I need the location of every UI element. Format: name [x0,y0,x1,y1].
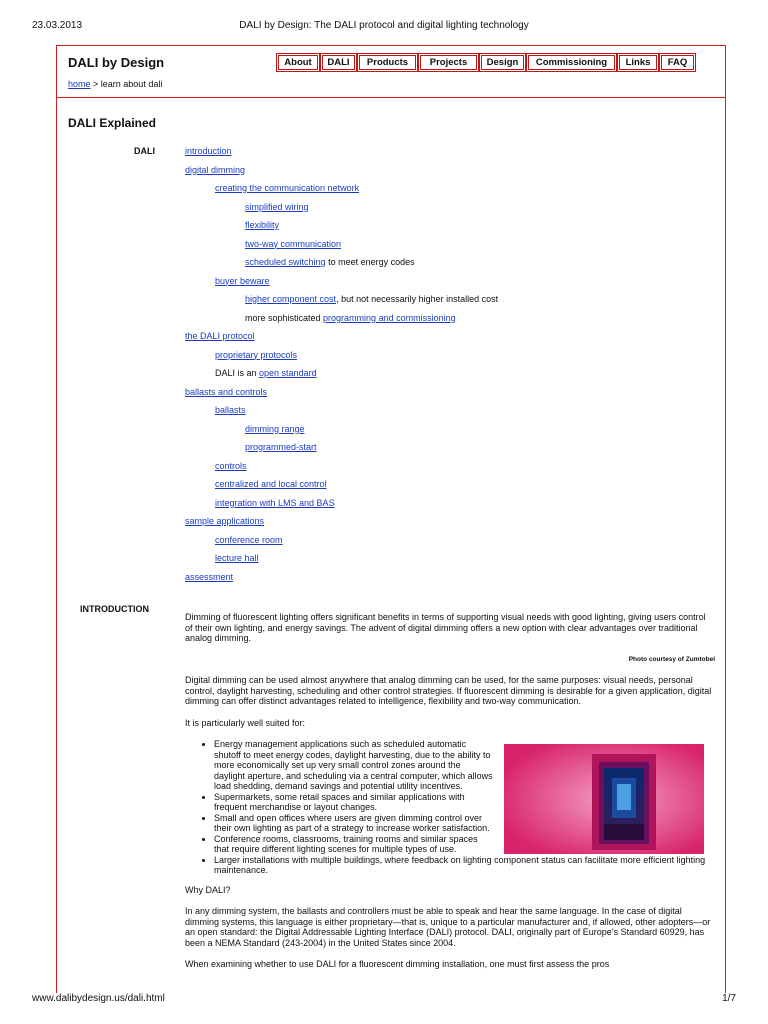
toc-link[interactable]: assessment [185,571,234,582]
toc-label: DALI [134,146,155,156]
toc-item [245,442,317,452]
toc-item [185,387,267,397]
toc-link[interactable]: integration with LMS and BAS [215,497,335,508]
toc-item [185,165,245,175]
toc-item [185,516,264,526]
toc-link[interactable]: flexibility [245,220,280,230]
list-item: • Larger installations with multiple buildings, where feedback on lighting component status can facilitate more efficient lighting maintenance. [214,855,715,876]
brand-dali: DALI [68,55,99,70]
toc-text: more sophisticated [245,312,324,323]
breadcrumb [68,79,162,89]
toc-link[interactable]: two-way communication [245,238,342,249]
toc-item [215,350,297,360]
toc-link[interactable]: introduction [185,146,232,156]
nav-commissioning[interactable]: Commissioning [528,55,615,70]
list-item: • Energy management applications such as scheduled automatic shutoff to meet energy codes, daylight harvesting, due to the ability to more economically set up very small control zones around the daylight aperture, and scheduling via a central computer, which allows load shedding, demand savings and potential utility incentives. [214,739,494,792]
corridor-photo [504,744,704,854]
toc-item [245,424,305,434]
toc-link[interactable]: higher component cost [245,294,337,304]
breadcrumb-current: learn about dali [100,79,163,89]
list-item: • Supermarkets, some retail spaces and similar applications with frequent merchandise or layout changes. [214,792,494,813]
toc-link[interactable]: ballasts [215,405,246,415]
list-item: • Conference rooms, classrooms, training rooms and similar spaces that require different lighting scenes for multiple types of use. [214,834,494,855]
toc-link[interactable]: lecture hall [215,553,259,563]
toc-item [215,368,317,378]
toc-item [245,202,309,212]
toc-item [185,572,233,582]
breadcrumb-separator: > [90,79,101,89]
nav-projects[interactable]: Projects [420,55,477,70]
toc-item [215,276,270,286]
toc-item [215,405,246,415]
intro-subheading: Why DALI? [185,884,231,895]
intro-paragraph: Digital dimming can be used almost anywhere that analog dimming can be used, for the same purposes: visual needs, personal control, daylight harvesting, scheduling and other control strategies. If fluorescent dimming is desirable for a given application, digital dimming can offer distinct advantages related to intelligence, flexibility and two-way communication. [185,675,712,706]
toc-link[interactable]: buyer beware [215,275,270,286]
toc-item [215,183,359,193]
toc-item [245,294,498,304]
corridor-photo-graphic [504,744,704,854]
toc-item [215,479,327,489]
intro-paragraph: In any dimming system, the ballasts and controllers must be able to speak and hear the same language. In the case of digital dimming systems, this language is either proprietary—that is, unique to a particular manufacturer and, if allowed, other adopters—or an open standard: the Digital Addressable Lighting Interface (DALI) protocol. DALI, originally part of Europe’s Standard 60929, has been a NEMA Standard (243-2004) in the United States since 2004. [185,906,711,948]
toc-link[interactable]: dimming range [245,423,305,434]
toc-item [215,553,259,563]
toc-link[interactable]: open standard [259,368,317,378]
nav-faq[interactable]: FAQ [661,55,694,70]
page-title: DALI Explained [68,116,157,130]
site-logo[interactable] [68,55,164,70]
print-footer [0,993,768,1009]
toc-item [215,461,247,471]
nav-products[interactable]: Products [359,55,416,70]
toc-link[interactable]: proprietary protocols [215,349,298,360]
photo-credit: Photo courtesy of Zumtobel [628,655,715,663]
toc-text: to meet energy codes [325,257,415,267]
breadcrumb-home[interactable]: home [68,79,91,89]
toc-link[interactable]: simplified wiring [245,201,309,212]
brand-by-design: by Design [98,55,165,70]
toc-link[interactable]: the DALI protocol [185,331,255,341]
toc-link[interactable]: programming and commissioning [323,312,456,323]
print-url: www.dalibydesign.us/dali.html [32,993,165,1004]
print-title: DALI by Design: The DALI protocol and digital lighting technology [239,20,529,31]
nav-links[interactable]: Links [619,55,657,70]
toc-item [245,220,279,230]
toc-text: , but not necessarily higher installed cost [336,294,499,304]
intro-paragraph: It is particularly well suited for: [185,717,306,728]
nav-about[interactable]: About [278,55,318,70]
toc-item [185,331,255,341]
toc-item [245,239,341,249]
toc-link[interactable]: creating the communication network [215,183,360,193]
print-page-number: 1/7 [722,993,736,1004]
toc-item [245,257,415,267]
toc-link[interactable]: programmed-start [245,442,317,452]
print-header [0,0,768,34]
print-date: 23.03.2013 [32,20,83,31]
toc-link[interactable]: sample applications [185,516,265,526]
intro-paragraph: When examining whether to use DALI for a fluorescent dimming installation, one must first assess the pros [185,959,610,969]
main-nav [278,55,694,70]
intro-paragraph: Dimming of fluorescent lighting offers significant benefits in terms of supporting visual needs with good lighting, giving users control of their own lighting, and energy savings. The advent of digital dimming offers a new option with clear advantages over traditional analog dimming. [185,612,706,643]
toc-link[interactable]: controls [215,460,247,471]
nav-dali[interactable]: DALI [322,55,355,70]
toc-item [245,313,456,323]
toc-link[interactable]: centralized and local control [215,479,327,489]
nav-design[interactable]: Design [481,55,524,70]
list-item: • Small and open offices where users are given dimming control over their own lighting as part of a strategy to increase worker satisfaction. [214,813,494,834]
header-divider [56,97,726,98]
toc-item [215,535,283,545]
toc-text: DALI is an [215,368,260,378]
toc-item [185,146,232,156]
toc-link[interactable]: ballasts and controls [185,386,268,397]
toc-item [215,498,335,508]
toc-link[interactable]: conference room [215,534,283,545]
toc-link[interactable]: digital dimming [185,164,246,175]
section-label-introduction: INTRODUCTION [80,604,149,614]
toc-link[interactable]: scheduled switching [245,257,326,267]
